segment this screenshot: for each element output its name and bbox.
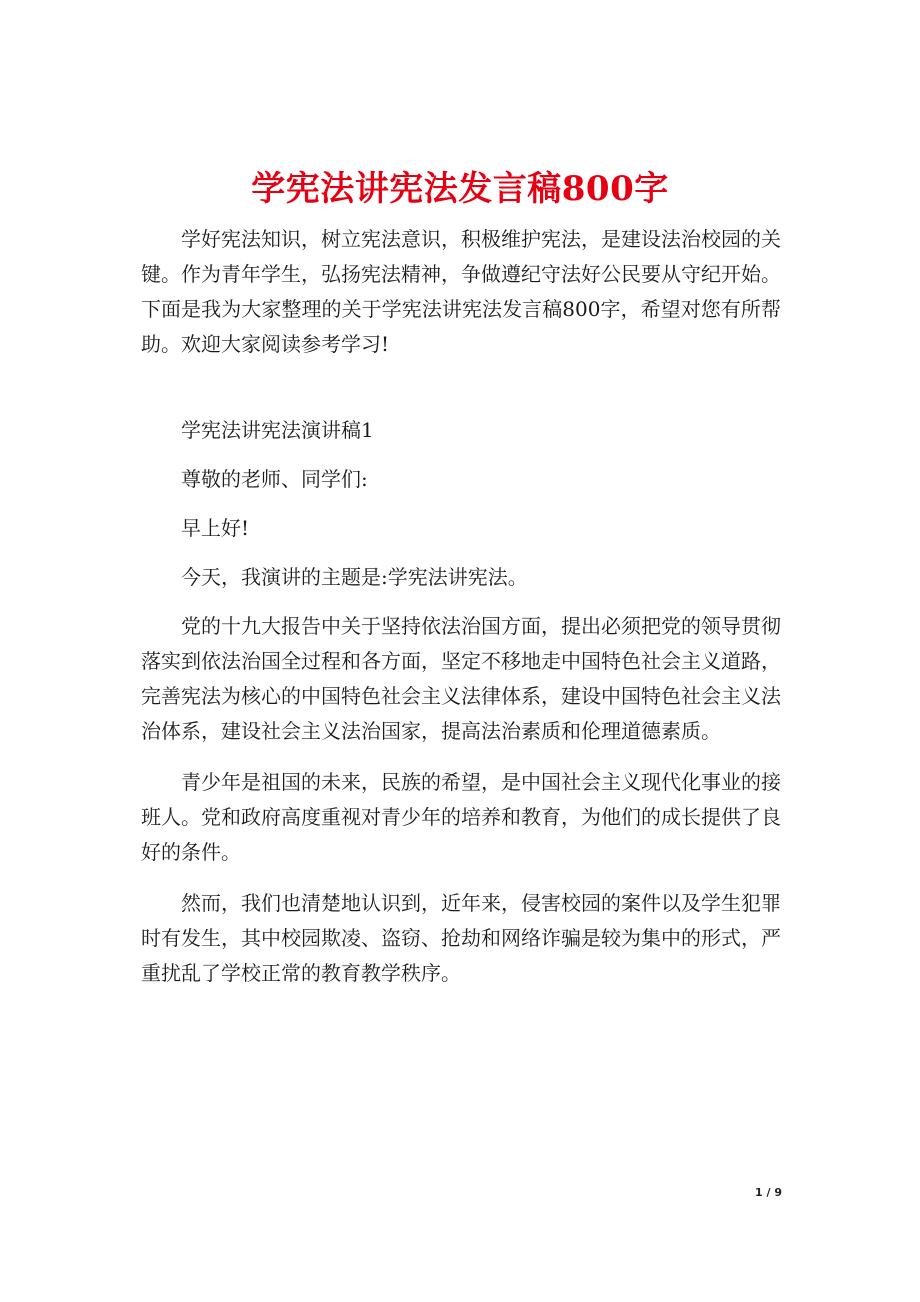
intro-paragraph: 学好宪法知识，树立宪法意识，积极维护宪法，是建设法治校园的关键。作为青年学生，弘扬宪法精神，争做遵纪守法好公民要从守纪开始。下面是我为大家整理的关于学宪法讲宪法发言稿800字，希望对您有所帮助。欢迎大家阅读参考学习! [141, 227, 781, 356]
body-paragraph: 然而，我们也清楚地认识到，近年来，侵害校园的案件以及学生犯罪时有发生，其中校园欺凌、盗窃、抢劫和网络诈骗是较为集中的形式，严重扰乱了学校正常的教育教学秩序。 [141, 891, 781, 985]
body-paragraph: 青少年是祖国的未来，民族的希望，是中国社会主义现代化事业的接班人。党和政府高度重视对青少年的培养和教育，为他们的成长提供了良好的条件。 [141, 770, 781, 864]
page-number: 1 / 9 [755, 1186, 782, 1199]
speech-topic: 今天，我演讲的主题是:学宪法讲宪法。 [181, 565, 528, 589]
salutation: 尊敬的老师、同学们: [181, 467, 368, 491]
document-title: 学宪法讲宪法发言稿800字 [251, 168, 669, 209]
body-paragraph: 党的十九大报告中关于坚持依法治国方面，提出必须把党的领导贯彻落实到依法治国全过程和各方面，坚定不移地走中国特色社会主义道路，完善宪法为核心的中国特色社会主义法律体系，建设中国特色社会主义法治体系，建设社会主义法治国家，提高法治素质和伦理道德素质。 [141, 614, 781, 743]
greeting: 早上好! [181, 516, 250, 540]
speech-heading: 学宪法讲宪法演讲稿1 [181, 418, 374, 442]
document-body [141, 222, 781, 991]
